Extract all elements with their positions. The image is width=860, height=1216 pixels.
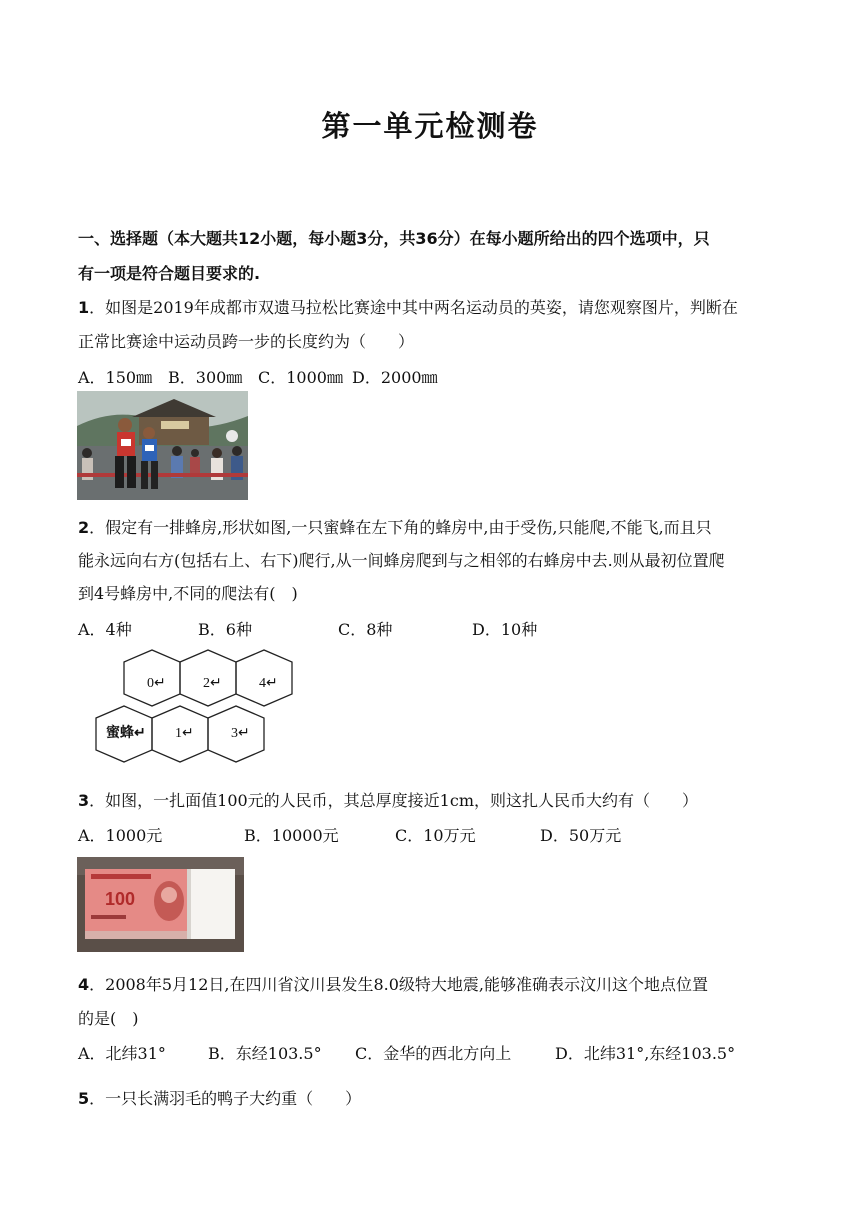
page-title: 第一单元检测卷	[321, 109, 539, 143]
option-b: B．300㎜	[168, 368, 243, 387]
question-number: 5	[78, 1089, 90, 1108]
question-number: 4	[78, 975, 90, 994]
option-a: A．4种	[78, 620, 132, 639]
question-number: 3	[78, 791, 90, 810]
option-d: D．10种	[472, 620, 538, 639]
question-4-line-1	[78, 972, 708, 995]
section-heading-line-1: 一、选择题（本大题共12小题，每小题3分，共36分）在每小题所给出的四个选项中，只	[78, 229, 710, 248]
banknote-photo	[77, 857, 244, 952]
cell-label: 4↵	[259, 676, 278, 691]
option-b: B．东经103.5°	[208, 1044, 322, 1063]
question-text: ．一只长满羽毛的鸭子大约重（ ）	[89, 1089, 362, 1108]
question-text: ．如图是2019年成都市双遗马拉松比赛途中其中两名运动员的英姿，请您观察图片，判断在	[89, 298, 738, 317]
cell-label: 0↵	[147, 676, 166, 691]
question-2-line-1	[78, 515, 712, 538]
question-1-line-1	[78, 295, 738, 318]
honeycomb-diagram	[90, 648, 300, 764]
option-d: D．北纬31°,东经103.5°	[555, 1044, 736, 1063]
option-d: D．50万元	[540, 826, 622, 845]
question-number: 2	[78, 518, 90, 537]
option-a: A．北纬31°	[78, 1044, 166, 1063]
option-b: B．6种	[198, 620, 252, 639]
question-text: ．2008年5月12日,在四川省汶川县发生8.0级特大地震,能够准确表示汶川这个地点位置	[89, 975, 709, 994]
option-a: A．150㎜	[78, 368, 153, 387]
cell-label: 2↵	[203, 676, 222, 691]
cell-label: 蜜蜂↵	[106, 724, 146, 740]
question-4-line-2: 的是( )	[78, 1009, 139, 1028]
cell-label: 3↵	[231, 726, 250, 741]
question-5-line-1	[78, 1086, 361, 1109]
option-b: B．10000元	[244, 826, 339, 845]
question-number: 1	[78, 298, 90, 317]
option-a: A．1000元	[78, 826, 163, 845]
question-2-line-2: 能永远向右方(包括右上、右下)爬行,从一间蜂房爬到与之相邻的右蜂房中去.则从最初位置爬	[78, 551, 725, 570]
option-c: C．金华的西北方向上	[355, 1044, 512, 1063]
option-d: D．2000㎜	[352, 368, 438, 387]
question-1-line-2: 正常比赛途中运动员跨一步的长度约为（ ）	[78, 332, 415, 351]
option-c: C．10万元	[395, 826, 476, 845]
section-heading-line-2: 有一项是符合题目要求的.	[78, 264, 261, 283]
banknote-denomination: 100	[105, 889, 136, 909]
cell-label: 1↵	[175, 726, 194, 741]
question-text: ．如图，一扎面值100元的人民币，其总厚度接近1cm，则这扎人民币大约有（ ）	[89, 791, 698, 810]
question-2-line-3: 到4号蜂房中,不同的爬法有( )	[78, 584, 298, 603]
question-text: ．假定有一排蜂房,形状如图,一只蜜蜂在左下角的蜂房中,由于受伤,只能爬,不能飞,而且只	[89, 518, 712, 537]
option-c: C．8种	[338, 620, 393, 639]
option-c: C．1000㎜	[258, 368, 343, 387]
marathon-photo	[77, 391, 248, 500]
question-3-line-1	[78, 788, 698, 811]
